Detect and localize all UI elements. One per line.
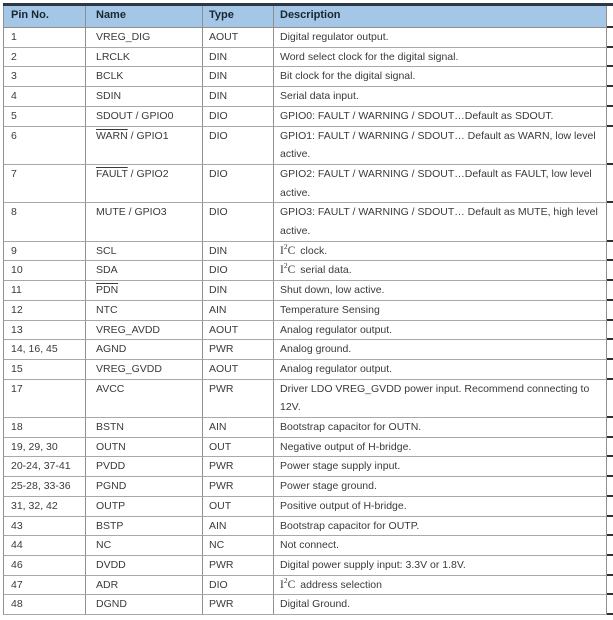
pin-description-cell	[273, 438, 607, 458]
pin-description-cell	[273, 321, 607, 341]
pin-name-cell: AVCC	[85, 380, 202, 418]
pin-number-cell: 13	[3, 321, 85, 341]
pin-number-cell: 20-24, 37-41	[3, 457, 85, 477]
row-edge-tick	[607, 380, 613, 418]
pin-type-cell: DIO	[202, 576, 273, 596]
column-header-name: Name	[85, 6, 202, 28]
row-edge-tick	[607, 203, 613, 241]
pin-name-cell: MUTE / GPIO3	[85, 203, 202, 241]
pin-number-cell: 19, 29, 30	[3, 438, 85, 458]
pin-number-cell: 43	[3, 517, 85, 537]
pin-row-2	[3, 48, 613, 68]
row-edge-tick	[607, 87, 613, 107]
pin-type-cell: DIN	[202, 87, 273, 107]
pin-description-cell	[273, 360, 607, 380]
pin-row-48	[3, 595, 613, 615]
pin-description-cell	[273, 107, 607, 127]
pin-name-cell: SDA	[85, 261, 202, 281]
pin-description-cell	[273, 242, 607, 262]
description-line: GPIO2: FAULT / WARNING / SDOUT…Default as FAULT, low level	[280, 167, 592, 180]
row-edge-tick	[607, 556, 613, 576]
pin-number-cell: 11	[3, 281, 85, 301]
pin-name-cell	[85, 281, 202, 301]
pin-type-cell: AOUT	[202, 360, 273, 380]
row-edge-tick	[607, 497, 613, 517]
description-line: active.	[280, 148, 311, 161]
pin-name-cell: SDOUT / GPIO0	[85, 107, 202, 127]
row-edge-tick	[607, 321, 613, 341]
pin-name-cell: BCLK	[85, 67, 202, 87]
pin-number-cell: 44	[3, 536, 85, 556]
pin-row-6	[3, 127, 613, 165]
row-edge-tick	[607, 536, 613, 556]
description-line: Digital power supply input: 3.3V or 1.8V.	[280, 558, 466, 571]
column-header-description: Description	[273, 6, 607, 28]
pin-type-cell: DIO	[202, 165, 273, 203]
description-line: Bootstrap capacitor for OUTP.	[280, 519, 420, 532]
pin-name-cell: DVDD	[85, 556, 202, 576]
row-edge-tick	[607, 242, 613, 262]
pin-type-cell: DIN	[202, 48, 273, 68]
row-edge-tick	[607, 127, 613, 165]
pin-name-cell: OUTN	[85, 438, 202, 458]
pin-type-cell: PWR	[202, 477, 273, 497]
pin-row-44	[3, 536, 613, 556]
row-edge-tick	[607, 261, 613, 281]
pin-type-cell: PWR	[202, 340, 273, 360]
description-line: Driver LDO VREG_GVDD power input. Recommend connecting to	[280, 382, 590, 395]
pin-number-cell: 4	[3, 87, 85, 107]
pin-number-cell: 46	[3, 556, 85, 576]
pin-type-cell: DIO	[202, 203, 273, 241]
pin-name-cell: FAULT / GPIO2	[85, 165, 202, 203]
pin-type-cell: PWR	[202, 380, 273, 418]
pin-description-cell	[273, 556, 607, 576]
pin-number-cell: 48	[3, 595, 85, 615]
pin-description-cell	[273, 203, 607, 241]
pin-row-18	[3, 418, 613, 438]
description-line: GPIO0: FAULT / WARNING / SDOUT…Default as SDOUT.	[280, 109, 554, 122]
table-header-row	[3, 3, 613, 28]
pin-row-46	[3, 556, 613, 576]
row-edge-tick	[607, 517, 613, 537]
pin-number-cell: 10	[3, 261, 85, 281]
pin-row-19-29-30	[3, 438, 613, 458]
pin-name-cell: DGND	[85, 595, 202, 615]
pin-description-cell	[273, 576, 607, 596]
column-header-type: Type	[202, 6, 273, 28]
pin-name-cell: SDIN	[85, 87, 202, 107]
pin-type-cell: PWR	[202, 595, 273, 615]
description-line: Bit clock for the digital signal.	[280, 70, 416, 83]
description-line: Power stage ground.	[280, 480, 377, 493]
pin-type-cell: DIN	[202, 242, 273, 262]
description-line: $I^2C$ address selection	[280, 575, 382, 591]
pin-description-cell	[273, 87, 607, 107]
description-line: Bootstrap capacitor for OUTN.	[280, 421, 422, 434]
description-line: Not connect.	[280, 539, 339, 552]
pin-row-10	[3, 261, 613, 281]
row-edge-tick	[607, 418, 613, 438]
overlined-signal-name: $\overline{PDN}$	[96, 284, 119, 297]
i2c-label: $I^2C$	[280, 241, 296, 257]
pin-name-cell: BSTP	[85, 517, 202, 537]
pin-row-12	[3, 301, 613, 321]
pin-row-13	[3, 321, 613, 341]
pin-type-cell: PWR	[202, 556, 273, 576]
table-body	[3, 28, 613, 615]
pin-type-cell: DIN	[202, 67, 273, 87]
description-line: 12V.	[280, 401, 301, 414]
pin-number-cell: 1	[3, 28, 85, 48]
pin-type-cell: AIN	[202, 517, 273, 537]
pin-description-cell	[273, 418, 607, 438]
pin-description-cell	[273, 165, 607, 203]
pin-description-cell	[273, 340, 607, 360]
pin-number-cell: 47	[3, 576, 85, 596]
pin-name-cell: PVDD	[85, 457, 202, 477]
pin-row-1	[3, 28, 613, 48]
pin-row-8	[3, 203, 613, 241]
pin-type-cell: DIO	[202, 261, 273, 281]
description-line: $I^2C$ serial data.	[280, 261, 352, 277]
pin-name-cell: WARN / GPIO1	[85, 127, 202, 165]
pin-number-cell: 17	[3, 380, 85, 418]
i2c-label: $I^2C$	[280, 575, 296, 591]
description-line: Power stage supply input.	[280, 460, 401, 473]
pin-description-cell	[273, 380, 607, 418]
pin-type-cell: DIO	[202, 107, 273, 127]
pin-row-31-32-42	[3, 497, 613, 517]
pin-row-15	[3, 360, 613, 380]
row-edge-tick	[607, 595, 613, 615]
i2c-label: $I^2C$	[280, 261, 296, 277]
pin-description-cell	[273, 28, 607, 48]
pin-name-cell: ADR	[85, 576, 202, 596]
row-edge-tick	[607, 360, 613, 380]
pin-number-cell: 3	[3, 67, 85, 87]
description-line: $I^2C$ clock.	[280, 241, 328, 257]
pin-description-cell	[273, 281, 607, 301]
pin-row-11	[3, 281, 613, 301]
description-line: Shut down, low active.	[280, 284, 385, 297]
pin-number-cell: 12	[3, 301, 85, 321]
description-line: active.	[280, 186, 311, 199]
pin-description-table	[3, 3, 613, 615]
pin-description-cell	[273, 127, 607, 165]
pin-number-cell: 18	[3, 418, 85, 438]
pin-number-cell: 15	[3, 360, 85, 380]
pin-description-cell	[273, 517, 607, 537]
pin-row-5	[3, 107, 613, 127]
header-edge-tick	[607, 6, 613, 28]
pin-number-cell: 6	[3, 127, 85, 165]
pin-name-cell: AGND	[85, 340, 202, 360]
pin-type-cell: AIN	[202, 418, 273, 438]
pin-type-cell: AOUT	[202, 28, 273, 48]
row-edge-tick	[607, 477, 613, 497]
description-line: Positive output of H-bridge.	[280, 499, 407, 512]
pin-type-cell: AIN	[202, 301, 273, 321]
pin-description-cell	[273, 477, 607, 497]
description-line: Serial data input.	[280, 90, 359, 103]
description-line: Temperature Sensing	[280, 303, 380, 316]
pin-description-cell	[273, 536, 607, 556]
pin-name-cell: LRCLK	[85, 48, 202, 68]
row-edge-tick	[607, 107, 613, 127]
pin-name-cell: VREG_AVDD	[85, 321, 202, 341]
pin-row-47	[3, 576, 613, 596]
row-edge-tick	[607, 67, 613, 87]
overlined-signal-name: WARN	[96, 129, 128, 142]
row-edge-tick	[607, 301, 613, 321]
pin-type-cell: AOUT	[202, 321, 273, 341]
pin-number-cell: 25-28, 33-36	[3, 477, 85, 497]
pin-name-cell: OUTP	[85, 497, 202, 517]
description-line: Analog regulator output.	[280, 323, 393, 336]
row-edge-tick	[607, 457, 613, 477]
pin-number-cell: 14, 16, 45	[3, 340, 85, 360]
pin-row-43	[3, 517, 613, 537]
pin-row-20-24-37-41	[3, 457, 613, 477]
description-line: Negative output of H-bridge.	[280, 440, 412, 453]
row-edge-tick	[607, 28, 613, 48]
pin-row-4	[3, 87, 613, 107]
pin-type-cell: DIO	[202, 127, 273, 165]
overlined-signal-name: FAULT	[96, 167, 128, 180]
pin-row-7	[3, 165, 613, 203]
description-line: Digital regulator output.	[280, 31, 389, 43]
pin-type-cell: OUT	[202, 497, 273, 517]
row-edge-tick	[607, 576, 613, 596]
pin-row-3	[3, 67, 613, 87]
row-edge-tick	[607, 340, 613, 360]
pin-description-cell	[273, 261, 607, 281]
pin-name-cell: NC	[85, 536, 202, 556]
pin-description-cell	[273, 67, 607, 87]
pin-name-cell: PGND	[85, 477, 202, 497]
pin-type-cell: DIN	[202, 281, 273, 301]
pin-type-cell: OUT	[202, 438, 273, 458]
pin-type-cell: PWR	[202, 457, 273, 477]
description-line: GPIO3: FAULT / WARNING / SDOUT… Default as MUTE, high level	[280, 206, 598, 219]
pin-number-cell: 8	[3, 203, 85, 241]
pin-description-cell	[273, 497, 607, 517]
pin-row-9	[3, 242, 613, 262]
row-edge-tick	[607, 438, 613, 458]
pin-description-cell	[273, 595, 607, 615]
pin-row-14-16-45	[3, 340, 613, 360]
pin-number-cell: 5	[3, 107, 85, 127]
pin-description-cell	[273, 48, 607, 68]
pin-description-cell	[273, 457, 607, 477]
pin-type-cell: NC	[202, 536, 273, 556]
pin-name-cell: BSTN	[85, 418, 202, 438]
row-edge-tick	[607, 48, 613, 68]
pin-number-cell: 9	[3, 242, 85, 262]
description-line: GPIO1: FAULT / WARNING / SDOUT… Default as WARN, low level	[280, 129, 596, 142]
row-edge-tick	[607, 165, 613, 203]
row-edge-tick	[607, 281, 613, 301]
pin-name-cell: VREG_GVDD	[85, 360, 202, 380]
column-header-pin-no: Pin No.	[3, 6, 85, 28]
description-line: active.	[280, 225, 311, 238]
pin-number-cell: 7	[3, 165, 85, 203]
pin-row-17	[3, 380, 613, 418]
description-line: Digital Ground.	[280, 598, 351, 611]
pin-number-cell: 31, 32, 42	[3, 497, 85, 517]
pin-row-25-28-33-36	[3, 477, 613, 497]
pin-name-cell: NTC	[85, 301, 202, 321]
pin-number-cell: 2	[3, 48, 85, 68]
description-line: Analog regulator output.	[280, 362, 393, 375]
description-line: Word select clock for the digital signal.	[280, 50, 459, 63]
pin-description-cell	[273, 301, 607, 321]
pin-name-cell: SCL	[85, 242, 202, 262]
pin-name-cell: VREG_DIG	[85, 28, 202, 48]
description-line: Analog ground.	[280, 343, 352, 356]
